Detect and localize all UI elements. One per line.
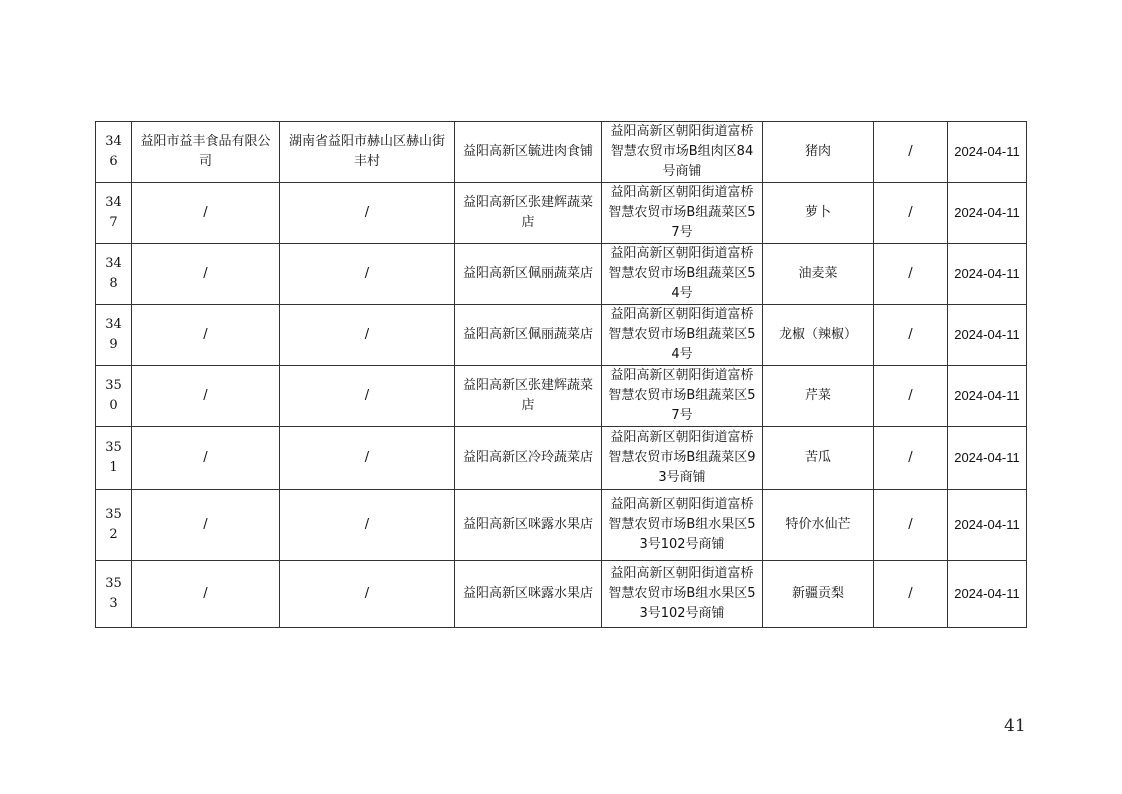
sample-date: 2024-04-11: [948, 305, 1027, 366]
seller-address: 益阳高新区朝阳街道富桥智慧农贸市场B组蔬菜区57号: [602, 183, 763, 244]
inspection-results-table: [95, 121, 1027, 628]
specification: /: [874, 305, 948, 366]
row-number: 346: [96, 122, 132, 183]
producer-name: /: [132, 244, 280, 305]
sample-date: 2024-04-11: [948, 366, 1027, 427]
seller-name: 益阳高新区咪露水果店: [455, 490, 602, 561]
seller-address: 益阳高新区朝阳街道富桥智慧农贸市场B组蔬菜区54号: [602, 244, 763, 305]
table-row: [96, 305, 1027, 366]
product-name: 猪肉: [763, 122, 874, 183]
producer-address: /: [280, 366, 455, 427]
table-row: [96, 427, 1027, 490]
product-name: 苦瓜: [763, 427, 874, 490]
row-number: 353: [96, 561, 132, 628]
product-name: 新疆贡梨: [763, 561, 874, 628]
producer-name: /: [132, 366, 280, 427]
seller-name: 益阳高新区佩丽蔬菜店: [455, 244, 602, 305]
producer-address: /: [280, 561, 455, 628]
sample-date: 2024-04-11: [948, 244, 1027, 305]
seller-name: 益阳高新区张建辉蔬菜店: [455, 366, 602, 427]
product-name: 油麦菜: [763, 244, 874, 305]
seller-name: 益阳高新区咪露水果店: [455, 561, 602, 628]
sample-date: 2024-04-11: [948, 122, 1027, 183]
table-row: [96, 244, 1027, 305]
row-number: 349: [96, 305, 132, 366]
table-row: [96, 122, 1027, 183]
sample-date: 2024-04-11: [948, 561, 1027, 628]
table-row: [96, 366, 1027, 427]
sample-date: 2024-04-11: [948, 490, 1027, 561]
specification: /: [874, 122, 948, 183]
seller-name: 益阳高新区张建辉蔬菜店: [455, 183, 602, 244]
producer-address: /: [280, 490, 455, 561]
producer-address: /: [280, 427, 455, 490]
producer-address: 湖南省益阳市赫山区赫山街丰村: [280, 122, 455, 183]
producer-address: /: [280, 244, 455, 305]
specification: /: [874, 561, 948, 628]
row-number: 348: [96, 244, 132, 305]
specification: /: [874, 366, 948, 427]
row-number: 351: [96, 427, 132, 490]
producer-name: /: [132, 183, 280, 244]
specification: /: [874, 490, 948, 561]
row-number: 352: [96, 490, 132, 561]
producer-name: /: [132, 490, 280, 561]
seller-name: 益阳高新区佩丽蔬菜店: [455, 305, 602, 366]
seller-address: 益阳高新区朝阳街道富桥智慧农贸市场B组水果区53号102号商铺: [602, 561, 763, 628]
producer-address: /: [280, 183, 455, 244]
specification: /: [874, 183, 948, 244]
sample-date: 2024-04-11: [948, 427, 1027, 490]
producer-name: /: [132, 427, 280, 490]
product-name: 龙椒（辣椒）: [763, 305, 874, 366]
producer-name: /: [132, 305, 280, 366]
table-row: [96, 183, 1027, 244]
seller-address: 益阳高新区朝阳街道富桥智慧农贸市场B组蔬菜区54号: [602, 305, 763, 366]
seller-name: 益阳高新区冷玲蔬菜店: [455, 427, 602, 490]
product-name: 芹菜: [763, 366, 874, 427]
seller-address: 益阳高新区朝阳街道富桥智慧农贸市场B组蔬菜区57号: [602, 366, 763, 427]
producer-address: /: [280, 305, 455, 366]
seller-address: 益阳高新区朝阳街道富桥智慧农贸市场B组肉区84号商铺: [602, 122, 763, 183]
sample-date: 2024-04-11: [948, 183, 1027, 244]
product-name: 特价水仙芒: [763, 490, 874, 561]
row-number: 347: [96, 183, 132, 244]
seller-address: 益阳高新区朝阳街道富桥智慧农贸市场B组水果区53号102号商铺: [602, 490, 763, 561]
specification: /: [874, 244, 948, 305]
product-name: 萝卜: [763, 183, 874, 244]
producer-name: /: [132, 561, 280, 628]
seller-name: 益阳高新区毓进肉食铺: [455, 122, 602, 183]
page-number: 41: [1004, 716, 1026, 736]
table-row: [96, 561, 1027, 628]
specification: /: [874, 427, 948, 490]
table-row: [96, 490, 1027, 561]
row-number: 350: [96, 366, 132, 427]
producer-name: 益阳市益丰食品有限公司: [132, 122, 280, 183]
seller-address: 益阳高新区朝阳街道富桥智慧农贸市场B组蔬菜区93号商铺: [602, 427, 763, 490]
